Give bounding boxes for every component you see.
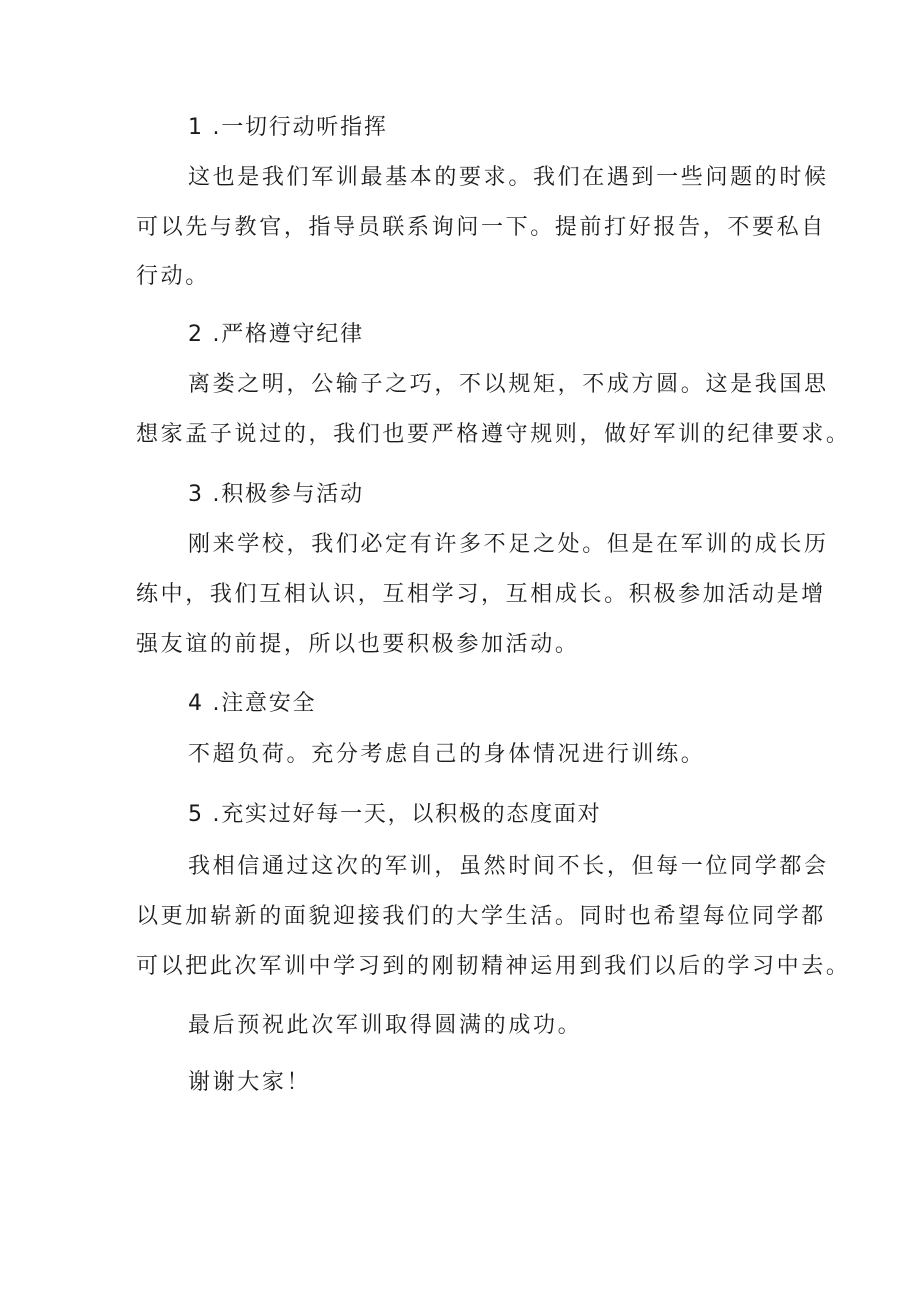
section-heading-5: 5 .充实过好每一天，以积极的态度面对 (188, 802, 602, 827)
section-heading-1: 1 .一切行动听指挥 (188, 115, 388, 140)
paragraph-line: 可以把此次军训中学习到的刚韧精神运用到我们以后的学习中去。 (136, 954, 851, 979)
paragraph-line: 以更加崭新的面貌迎接我们的大学生活。同时也希望每位同学都 (136, 904, 826, 929)
paragraph-line: 离娄之明，公输子之巧，不以规矩，不成方圆。这是我国思 (188, 372, 829, 397)
paragraph-line: 我相信通过这次的军训，虽然时间不长，但每一位同学都会 (188, 854, 829, 879)
paragraph-line: 想家孟子说过的，我们也要严格遵守规则，做好军训的纪律要求。 (136, 422, 851, 447)
paragraph-line: 行动。 (136, 264, 210, 289)
closing-thanks: 谢谢大家！ (188, 1070, 312, 1095)
paragraph-line: 强友谊的前提，所以也要积极参加活动。 (136, 632, 580, 657)
section-heading-4: 4 .注意安全 (188, 691, 317, 716)
paragraph-line: 练中，我们互相认识，互相学习，互相成长。积极参加活动是增 (136, 582, 826, 607)
paragraph-line: 不超负荷。充分考虑自己的身体情况进行训练。 (188, 742, 706, 767)
paragraph-line: 可以先与教官，指导员联系询问一下。提前打好报告，不要私自 (136, 215, 826, 240)
closing-line: 最后预祝此次军训取得圆满的成功。 (188, 1013, 583, 1038)
section-heading-2: 2 .严格遵守纪律 (188, 322, 364, 347)
paragraph-line: 这也是我们军训最基本的要求。我们在遇到一些问题的时候 (188, 165, 829, 190)
section-heading-3: 3 .积极参与活动 (188, 482, 364, 507)
paragraph-line: 刚来学校，我们必定有许多不足之处。但是在军训的成长历 (188, 532, 829, 557)
